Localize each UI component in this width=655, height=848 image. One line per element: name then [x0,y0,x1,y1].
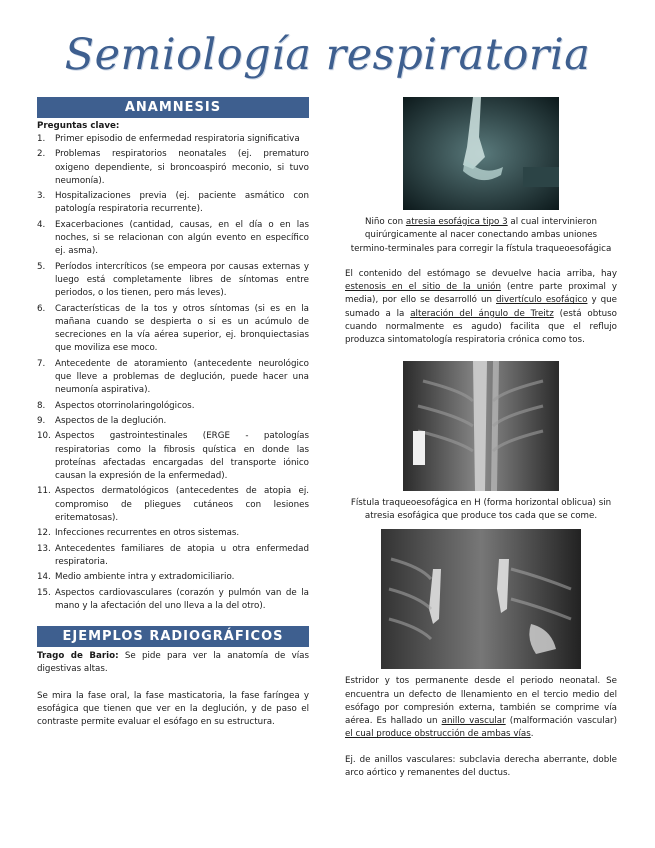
question-number: 15. [37,587,51,598]
left-column [37,97,309,730]
question-item [37,543,309,570]
question-item [37,571,309,584]
question-text: Medio ambiente intra y extradomiciliario. [55,572,235,583]
question-text: Aspectos dermatológicos (antecedentes de atopia ej. compromiso de pliegues cutáneos con lesiones eritematosas). [55,486,309,524]
caption-1: Niño con atresia esofágica tipo 3 al cual intervinieron quirúrgicamente al nacer conectando ambas uniones termino-terminales para corregir la fístula traqueoesofágica [350,217,612,254]
question-number: 2. [37,149,46,160]
xray-image-1 [403,97,559,210]
question-item [37,587,309,614]
question-text: Aspectos cardiovasculares (corazón y pulmón van de la mano y la afectación del uno lleva a la del otro). [55,587,309,611]
questions-list [37,133,309,613]
question-number: 7. [37,358,46,369]
question-item [37,415,309,428]
question-item [37,400,309,413]
question-number: 12. [37,528,51,539]
question-number: 10. [37,431,51,442]
ejemplos-heading: EJEMPLOS RADIOGRÁFICOS [37,626,309,647]
question-number: 9. [37,415,46,426]
question-text: Antecedentes familiares de atopia u otra enfermedad respiratoria. [55,543,309,567]
question-text: Problemas respiratorios neonatales (ej. prematuro oxigeno dependiente, si broncoaspiró meconio, si tuvo neumonía). [55,149,309,186]
question-number: 11. [37,486,51,497]
question-text: Antecedente de atoramiento (antecedente neurológico que lleve a problemas de deglución, puede hacer una neumonía aspirativa). [55,358,309,396]
question-text: Aspectos gastrointestinales (ERGE - patologías respiratorias como la fibrosis quística en donde las proteínas afectadas encargadas del transporte iónico causan la expresión de la enfermedad). [55,431,309,482]
trago-text: Se pide para ver la anatomía de vías digestivas altas. [37,651,310,675]
question-text: Aspectos de la deglución. [55,415,167,426]
question-text: Exacerbaciones (cantidad, causas, en el día o en las noches, si se relacionan con algún evento en específico ej. asma). [55,219,309,257]
question-text: Hospitalizaciones previa (ej. paciente asmático con patología respiratoria recurrente). [55,191,309,215]
question-number: 8. [37,400,46,411]
paragraph-3: Estridor y tos permanente desde el periodo neonatal. Se encuentra un defecto de llenamiento en el tercio medio del esófago por compresión externa, también se comprime vía aérea. Es hallado un anillo vascular (malformación vascular) el cual produce obstrucción de ambas vías. [345,676,617,740]
question-item [37,190,309,217]
question-number: 6. [37,303,46,314]
questions-subheading: Preguntas clave: [37,121,120,131]
question-item [37,358,309,398]
question-text: Períodos intercríticos (se empeora por causas externas y luego está completamente libres de síntomas entre periodos, o los tienen, pero más leves). [55,261,309,299]
question-number: 14. [37,572,51,583]
question-item [37,430,309,483]
paragraph-2: El contenido del estómago se devuelve hacia arriba, hay estenosis en el sitio de la unión (entre parte proximal y media), por ello se desarrolló un divertículo esofágico y que sumado a la alteración del ángulo de Treitz (está obtuso cuando normalmente es agudo) facilita que el reflujo produzca sintomatología respiratoria crónica como tos. [345,268,617,346]
question-text: Primer episodio de enfermedad respiratoria significativa [55,134,300,144]
page-title: Semiología respiratoria [64,30,591,80]
question-text: Características de la tos y otros síntomas (si es en la mañana cuando se despierta o si es un acúmulo de secreciones en la vía aérea superior, ej. bronquiectasias que moviliza ese moco. [55,303,309,354]
question-item [37,485,309,525]
question-text: Infecciones recurrentes en otros sistemas. [55,528,240,539]
question-text: Aspectos otorrinolaringológicos. [55,400,195,411]
question-number: 4. [37,219,46,230]
trago-label: Trago de Bario: [37,651,119,662]
xray-image-3 [381,529,581,669]
question-number: 1. [37,134,46,144]
question-item [37,219,309,259]
right-column [345,97,617,780]
xray-image-2 [403,361,559,491]
question-number: 3. [37,191,46,202]
question-item [37,303,309,356]
paragraph-4: Ej. de anillos vasculares: subclavia derecha aberrante, doble arco aórtico y remanentes del ductus. [345,754,617,779]
question-number: 13. [37,543,51,554]
question-item [37,148,309,188]
fase-paragraph: Se mira la fase oral, la fase masticatoria, la fase faríngea y esofágica que tienen que ver en la deglución, y de paso el contraste permite evaluar el esófago en su estructura. [37,690,309,728]
trago-paragraph [37,650,309,677]
question-number: 5. [37,261,46,272]
question-item [37,133,309,146]
anamnesis-heading: ANAMNESIS [37,97,309,118]
caption-2: Fístula traqueoesofágica en H (forma horizontal oblicua) sin atresia esofágica que produce tos cada que se come. [350,497,612,521]
question-item [37,261,309,301]
question-item [37,527,309,540]
